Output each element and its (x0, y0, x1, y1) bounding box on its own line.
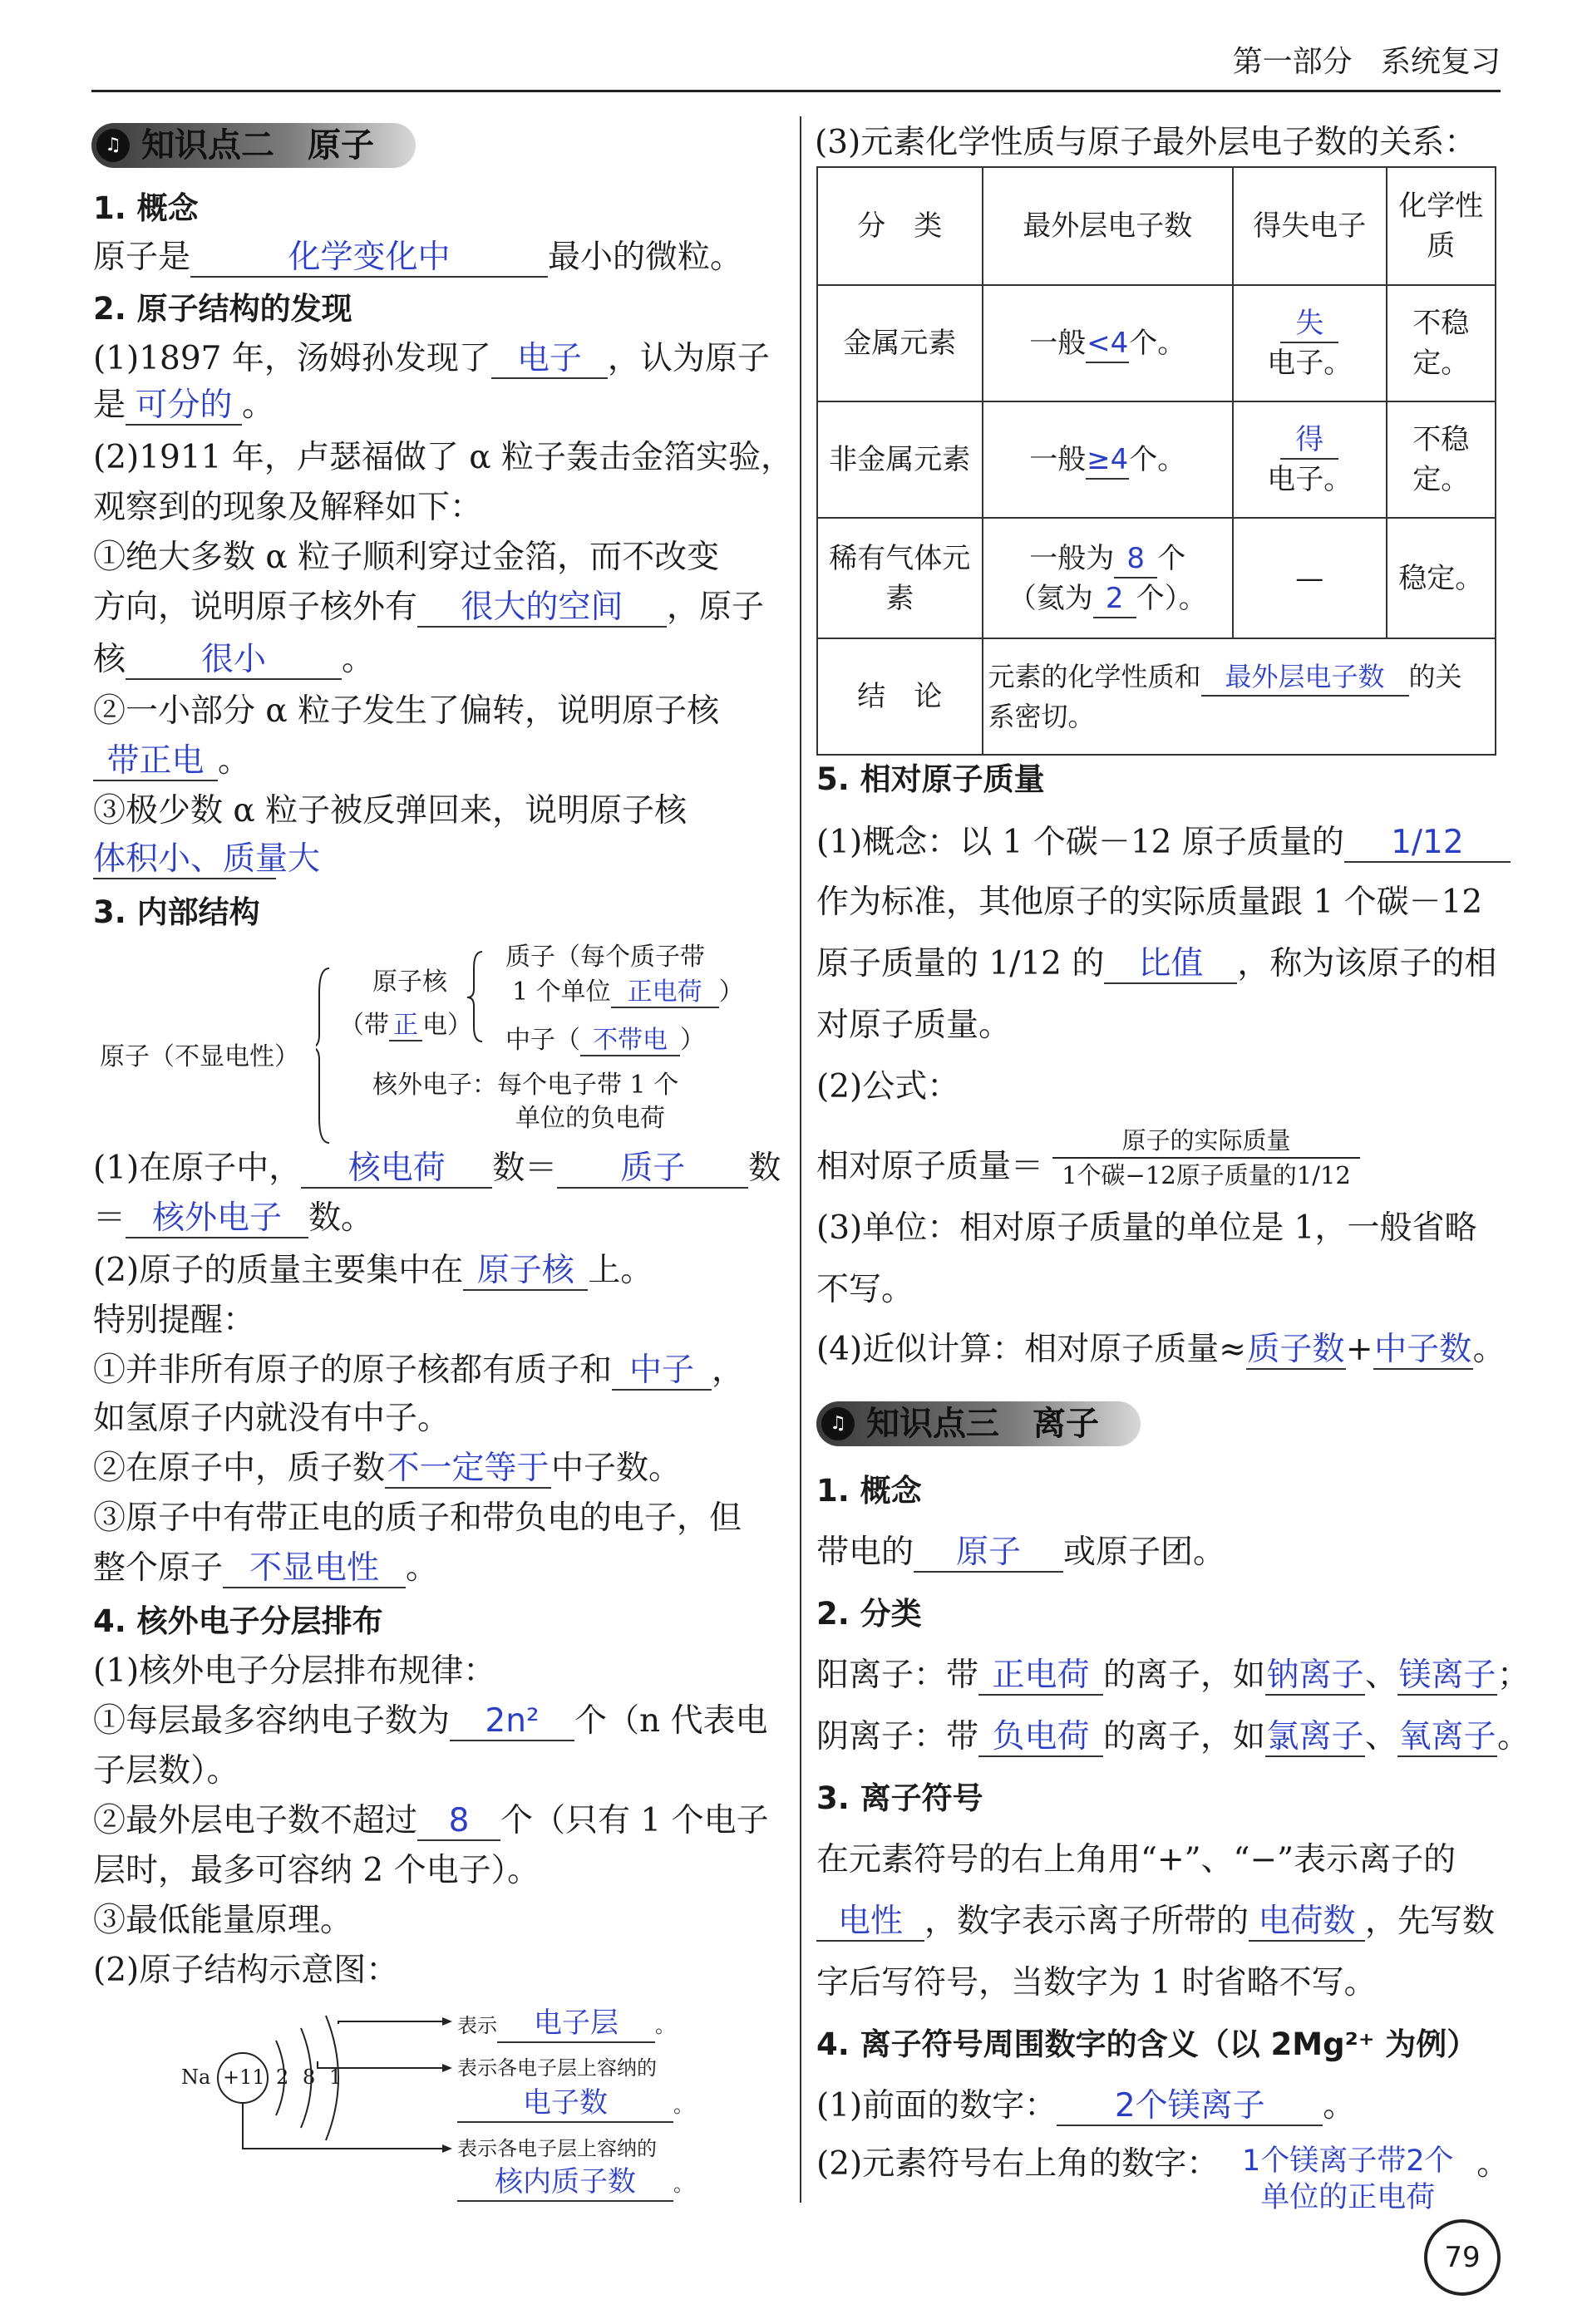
answer-blank: 氯离子 (1266, 1718, 1364, 1755)
discovery-2-c1: ③极少数 α 粒子被反弹回来，说明原子核 (93, 792, 688, 830)
text: 个）。 (1136, 581, 1207, 615)
header-section: 系统复习 (1380, 45, 1501, 79)
text: 。 (1323, 2087, 1356, 2125)
remind-3: ③原子中有带正电的质子和带负电的电子，但 (93, 1499, 742, 1537)
text: 中子数。 (551, 1450, 682, 1487)
text: 。 (242, 387, 275, 424)
text: 电子。 (1267, 347, 1353, 380)
answer-blank: 质子数 (1247, 1331, 1345, 1368)
concl-text (983, 638, 1496, 755)
atom-label: 原子（不显电性） (100, 1042, 299, 1071)
section-title: 知识点二 原子 (141, 126, 374, 165)
layers-5: (2)原子结构示意图： (93, 1952, 399, 1989)
answer-blank: 质子 (557, 1150, 748, 1189)
remind-1b: 如氢原子内就没有中子。 (93, 1400, 451, 1437)
proton-l1: 质子（每个质子带 (505, 943, 705, 972)
text: ①并非所有原子的原子核都有质子和 (93, 1352, 613, 1389)
answer-blank: 带正电 (93, 743, 218, 781)
text: 或原子团。 (1063, 1534, 1226, 1571)
mass-2: (2)公式： (816, 1068, 960, 1105)
text: 一般 (1029, 443, 1087, 476)
answer-blank: 氧离子 (1398, 1718, 1496, 1755)
symbol-1: 在元素符号的右上角用“+”、“−”表示离子的 (816, 1841, 1456, 1878)
section-title: 知识点三 离子 (866, 1405, 1099, 1443)
text: 。 (1472, 1331, 1506, 1368)
text: 个（n 代表电 (574, 1702, 768, 1740)
number-1 (816, 2085, 1355, 2128)
diagram-label-1: 表示 电子层 。 (457, 2005, 675, 2043)
text: ，原子 (667, 588, 765, 626)
answer-blank: 核电荷 (301, 1150, 492, 1189)
proton-l2 (512, 976, 744, 1009)
mass-1d: 对原子质量。 (816, 1007, 1012, 1044)
text: （带 (339, 1011, 389, 1040)
answer-blank: 2n² (450, 1703, 574, 1741)
discovery-2-a2 (93, 586, 764, 629)
heading-structure: 3. 内部结构 (93, 894, 260, 930)
answer-line-2: 单位的正电荷 (1260, 2181, 1436, 2214)
text: 带电的 (816, 1534, 914, 1571)
noble-num (983, 518, 1233, 638)
q1b (93, 1197, 373, 1240)
text: ， (712, 1352, 745, 1389)
metal-prop: 不稳定。 (1387, 285, 1496, 401)
heading-concept: 1. 概念 (93, 190, 199, 226)
text: (1)1897 年，汤姆孙发现了 (93, 340, 491, 377)
answer-blank: 正 (389, 1012, 422, 1041)
discovery-2-c2 (93, 838, 321, 881)
discovery-2-b1: ②一小部分 α 粒子发生了偏转，说明原子核 (93, 692, 720, 730)
discovery-2-l2: 观察到的现象及解释如下： (93, 489, 483, 526)
answer-blank: 镁离子 (1398, 1657, 1496, 1694)
layers-2 (93, 1700, 768, 1743)
formula-numerator: 原子的实际质量 (1052, 1124, 1360, 1159)
answer-blank: 原子核 (463, 1253, 588, 1291)
number-2 (816, 2143, 1509, 2216)
na-symbol: Na (181, 2066, 211, 2089)
text: 系密切。 (988, 701, 1095, 732)
heading-discovery: 2. 原子结构的发现 (93, 291, 352, 327)
text: 。 (218, 742, 251, 780)
th-outer-electrons: 最外层电子数 (983, 167, 1233, 285)
mass-1b: 作为标准，其他原子的实际质量跟 1 个碳－12 (816, 884, 1483, 921)
heading-ion-concept: 1. 概念 (816, 1473, 922, 1509)
mass-1c (816, 943, 1496, 986)
answer-blank: 1/12 (1344, 825, 1511, 863)
text: 阳离子：带 (816, 1657, 979, 1694)
nonmetal-prop: 不稳定。 (1387, 401, 1496, 518)
shell-3-count: 1 (329, 2066, 343, 2089)
header-rule (91, 90, 1501, 92)
heading-ion-symbol: 3. 离子符号 (816, 1780, 983, 1816)
text: （氦为 (1008, 581, 1093, 615)
text: 阴离子：带 (816, 1718, 979, 1755)
text: (2)原子的质量主要集中在 (93, 1252, 464, 1289)
mass-4 (816, 1328, 1506, 1371)
answer-blank: 不显电性 (223, 1550, 406, 1588)
text: 表示 (457, 2014, 497, 2037)
running-header (1233, 38, 1501, 81)
text: 原子是 (93, 239, 191, 276)
symbol-3: 字后写符号，当数字为 1 时省略不写。 (816, 1964, 1377, 2001)
nucleus-label: 原子核 (372, 968, 447, 997)
shell-2-count: 8 (303, 2066, 316, 2089)
metal-cat: 金属元素 (817, 285, 983, 401)
text: 中子（ (505, 1026, 580, 1055)
text: ） (718, 977, 744, 1007)
text: + (1345, 1331, 1373, 1368)
text: (1)前面的数字： (816, 2087, 1057, 2125)
answer-blank: 很大的空间 (417, 589, 667, 628)
text: 。 (1497, 1718, 1530, 1755)
answer-blank: 不带电 (580, 1027, 680, 1056)
text: 数。 (308, 1199, 374, 1237)
th-category: 分 类 (817, 167, 983, 285)
text: 的离子，如 (1103, 1718, 1266, 1755)
bell-icon: ♫ (96, 129, 130, 162)
cation-line (816, 1654, 1530, 1697)
section-heading-atom (91, 123, 416, 168)
text: 、 (1365, 1718, 1398, 1755)
answer-blank: 电荷数 (1249, 1903, 1365, 1942)
bell-icon: ♫ (821, 1407, 855, 1440)
text: 核 (93, 641, 126, 678)
layers-3b: 层时，最多可容纳 2 个电子）。 (93, 1852, 540, 1889)
noble-prop: 稳定。 (1387, 518, 1496, 638)
concept-line (93, 236, 742, 279)
nonmetal-cat: 非金属元素 (817, 401, 983, 518)
column-divider (800, 116, 801, 2203)
answer-blank: 电子数 (457, 2085, 673, 2123)
answer-blank: 电子 (491, 341, 608, 379)
answer-blank: 体积小、质量大 (93, 840, 321, 878)
heading-ion-numbers: 4. 离子符号周围数字的含义（以 2Mg²⁺ 为例） (816, 2026, 1478, 2062)
neutron-line (505, 1024, 705, 1057)
text: 方向，说明原子核外有 (93, 588, 418, 626)
metal-gain (1233, 285, 1387, 401)
page-number: 79 (1424, 2219, 1501, 2296)
layers-1: (1)核外电子分层排布规律： (93, 1652, 496, 1690)
text: 元素的化学性质和 (988, 661, 1201, 692)
answer-blank: 得 (1280, 421, 1338, 460)
answer-blank: 钠离子 (1266, 1657, 1364, 1694)
nonmetal-gain (1233, 401, 1387, 518)
text: 、 (1365, 1657, 1398, 1694)
answer-line-1: 1个镁离子带2个 (1241, 2144, 1454, 2178)
formula-fraction (1052, 1124, 1360, 1192)
text: (1)在原子中， (93, 1150, 302, 1187)
discovery-1 (93, 337, 770, 381)
header-part: 第一部分 (1232, 45, 1353, 79)
answer-blank: 中子 (612, 1352, 712, 1391)
electron-l2: 单位的负电荷 (515, 1104, 665, 1133)
text: 的关 (1408, 661, 1462, 692)
noble-cat: 稀有气体元素 (817, 518, 983, 638)
text: 上。 (588, 1252, 653, 1289)
heading-ion-class: 2. 分类 (816, 1596, 922, 1632)
discovery-2-l1: (2)1911 年，卢瑟福做了 α 粒子轰击金箔实验， (93, 439, 794, 476)
layers-2b: 子层数）。 (93, 1752, 239, 1790)
mass-3: (3)单位：相对原子质量的单位是 1，一般省略 (816, 1209, 1477, 1247)
q1 (93, 1147, 781, 1190)
answer-blank: 很小 (126, 642, 342, 680)
answer-blank: <4 (1086, 325, 1129, 363)
answer-blank: 化学变化中 (190, 239, 548, 278)
text: ，数字表示离子所带的 (924, 1903, 1249, 1940)
diagram-label-2: 表示各电子层上容纳的 (457, 2056, 657, 2080)
electron-l1: 核外电子：每个电子带 1 个 (372, 1071, 679, 1100)
remind-2 (93, 1447, 681, 1490)
answer-blank: 核外电子 (126, 1200, 308, 1238)
answer-blank: 8 (417, 1803, 500, 1841)
text: (2)元素符号右上角的数字： (816, 2145, 1220, 2183)
text: 整个原子 (93, 1549, 224, 1587)
formula-denominator: 1个碳−12原子质量的1/12 (1062, 1161, 1351, 1189)
discovery-2-b2 (93, 740, 250, 783)
text: 的离子，如 (1103, 1657, 1266, 1694)
text: (4)近似计算：相对原子质量≈ (816, 1331, 1246, 1368)
th-chem-property: 化学性质 (1387, 167, 1496, 285)
answer-blank: 可分的 (126, 387, 242, 426)
th-gain-loss: 得失电子 (1233, 167, 1387, 285)
text: 个（只有 1 个电子 (500, 1802, 769, 1839)
metal-num (983, 285, 1233, 401)
diagram-answer-2: 电子数 。 (457, 2085, 693, 2124)
text: 个 (1157, 541, 1186, 575)
text: 最小的微粒。 (548, 239, 743, 276)
answer-blank: ≥4 (1086, 441, 1129, 480)
answer-blank: 电性 (816, 1903, 924, 1942)
text: ②最外层电子数不超过 (93, 1802, 418, 1839)
discovery-1b (93, 384, 274, 427)
answer-blank: 比值 (1104, 946, 1237, 984)
answer-blank: 失 (1280, 305, 1338, 343)
noble-gain: — (1233, 518, 1387, 638)
answer-blank: 正电荷 (978, 1657, 1103, 1696)
q2 (93, 1249, 653, 1292)
text: ②在原子中，质子数 (93, 1450, 386, 1487)
diagram-answer-3: 核内质子数 。 (457, 2164, 693, 2203)
text: 电） (422, 1011, 472, 1040)
text: 个。 (1129, 327, 1186, 360)
text: 数＝ (492, 1150, 558, 1187)
text: 原子质量的 1/12 的 (816, 945, 1105, 982)
element-property-table (816, 166, 1496, 756)
nucleus-charge-label: +11 (223, 2066, 265, 2089)
layers-3 (93, 1800, 769, 1843)
nucleus-charge (339, 1009, 472, 1042)
answer-blank: 负电荷 (978, 1719, 1103, 1757)
diagram-label-3: 表示各电子层上容纳的 (457, 2137, 657, 2160)
text: ） (680, 1026, 705, 1055)
heading-relative-mass: 5. 相对原子质量 (816, 761, 1045, 797)
text: 数 (748, 1150, 781, 1187)
answer-blank: 核内质子数 (457, 2164, 673, 2202)
answer-blank: 2个镁离子 (1057, 2088, 1323, 2126)
mass-3b: 不写。 (816, 1271, 914, 1308)
layers-4: ③最低能量原理。 (93, 1902, 353, 1939)
relation-title: (3)元素化学性质与原子最外层电子数的关系： (815, 124, 1477, 161)
answer-blank: 正电荷 (611, 978, 719, 1008)
text: 。 (406, 1549, 439, 1587)
answer-blank: 原子 (914, 1534, 1063, 1573)
text: 。 (1476, 2145, 1510, 2183)
answer-blank: 2 (1093, 580, 1136, 618)
text: 一般为 (1029, 541, 1115, 575)
ion-concept (816, 1531, 1225, 1574)
remind-1 (93, 1349, 744, 1392)
concl-cat: 结 论 (817, 638, 983, 755)
answer-blank: 8 (1114, 540, 1157, 579)
text: 1 个单位 (512, 977, 611, 1007)
text: 一般 (1029, 327, 1087, 360)
answer-blank: 电子层 (497, 2005, 655, 2043)
remind: 特别提醒： (93, 1302, 256, 1339)
section-heading-ion (816, 1401, 1141, 1446)
text: 是 (93, 387, 126, 424)
anion-line (816, 1716, 1530, 1759)
shell-1-count: 2 (276, 2066, 289, 2089)
answer-text (1219, 2143, 1476, 2216)
remind-3b (93, 1547, 438, 1590)
text: 。 (342, 641, 375, 678)
atom-diagram (176, 1995, 758, 2203)
text: ，先写数 (1365, 1903, 1496, 1940)
discovery-2-a3 (93, 638, 374, 682)
symbol-2 (816, 1900, 1495, 1943)
discovery-2-a1: ①绝大多数 α 粒子顺利穿过金箔，而不改变 (93, 539, 720, 576)
answer-blank: 不一定等于 (385, 1450, 551, 1489)
text: ，称为该原子的相 (1237, 945, 1497, 982)
text: ； (1497, 1657, 1530, 1694)
text: ①每层最多容纳电子数为 (93, 1702, 451, 1740)
mass-1 (816, 821, 1511, 864)
text: (1)概念：以 1 个碳－12 原子质量的 (816, 824, 1344, 861)
nonmetal-num (983, 401, 1233, 518)
text: ，认为原子 (607, 340, 770, 377)
formula-left: 相对原子质量＝ (816, 1148, 1044, 1185)
answer-blank: 中子数 (1374, 1331, 1472, 1368)
text: ＝ (93, 1199, 126, 1237)
heading-layers: 4. 核外电子分层排布 (93, 1603, 383, 1639)
answer-blank: 最外层电子数 (1201, 658, 1409, 697)
text: 个。 (1129, 443, 1186, 476)
text: 电子。 (1267, 463, 1353, 496)
